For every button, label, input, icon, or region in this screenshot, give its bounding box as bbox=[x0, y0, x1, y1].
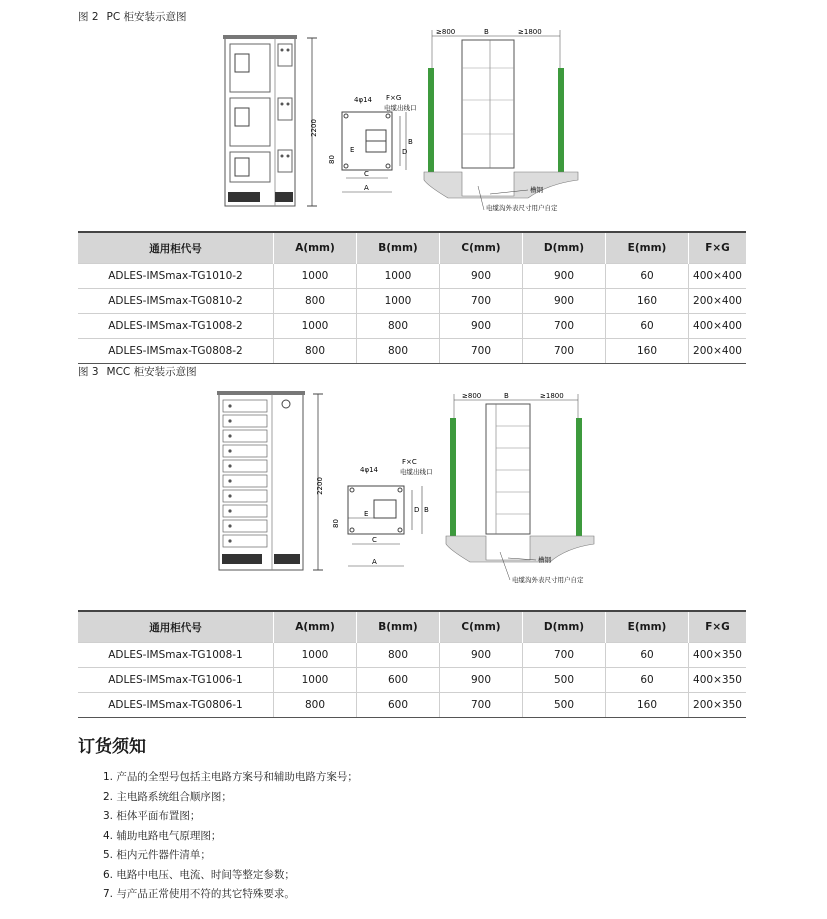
pc-fg-label: F×G bbox=[386, 94, 402, 102]
table-row bbox=[78, 668, 746, 693]
col-c-header: C(mm) bbox=[440, 611, 523, 643]
col-fg-header: F×G bbox=[689, 232, 747, 264]
cell-d: 500 bbox=[523, 668, 606, 693]
table-row bbox=[78, 289, 746, 314]
list-item: 4. 辅助电路电气原理图； bbox=[103, 829, 222, 842]
cell-d: 900 bbox=[523, 289, 606, 314]
pc-trench-label: 电缆沟外表尺寸用户自定 bbox=[486, 204, 558, 212]
mcc-fg-label: F×C bbox=[402, 458, 417, 466]
cell-a: 800 bbox=[274, 693, 357, 718]
table-row bbox=[78, 643, 746, 668]
pc-80-label: 80 bbox=[328, 155, 336, 164]
mcc-a-label: A bbox=[372, 558, 377, 566]
mcc-channel-label: 槽钢 bbox=[538, 556, 551, 564]
cell-e: 160 bbox=[606, 693, 689, 718]
cell-c: 900 bbox=[440, 643, 523, 668]
mcc-cabinet-front-view bbox=[214, 386, 334, 578]
cell-b: 1000 bbox=[357, 289, 440, 314]
pc-width-b-label: B bbox=[484, 28, 489, 36]
cell-d: 500 bbox=[523, 693, 606, 718]
list-item: 7. 与产品正常使用不符的其它特殊要求。 bbox=[103, 888, 295, 900]
ordering-notes-title: 订货须知 bbox=[78, 737, 146, 757]
cell-fg: 400×400 bbox=[689, 264, 747, 289]
cell-fg: 200×400 bbox=[689, 289, 747, 314]
cell-d: 700 bbox=[523, 314, 606, 339]
figure-3-title: MCC 柜安装示意图 bbox=[106, 366, 197, 378]
cell-b: 600 bbox=[357, 668, 440, 693]
col-b-header: B(mm) bbox=[357, 611, 440, 643]
col-d-header: D(mm) bbox=[523, 232, 606, 264]
cell-e: 160 bbox=[606, 339, 689, 364]
list-item: 6. 电路中电压、电流、时间等整定参数； bbox=[103, 868, 295, 881]
pc-channel-label: 槽钢 bbox=[530, 186, 543, 194]
pc-holes-label: 4φ14 bbox=[354, 96, 372, 104]
cell-code: ADLES-IMSmax-TG1008-1 bbox=[78, 643, 274, 668]
table-header-row bbox=[78, 232, 746, 264]
cell-c: 700 bbox=[440, 339, 523, 364]
mcc-base-plan bbox=[330, 456, 438, 572]
cell-code: ADLES-IMSmax-TG1006-1 bbox=[78, 668, 274, 693]
pc-height-label: 2200 bbox=[310, 119, 318, 137]
list-item: 3. 柜体平面布置图； bbox=[103, 810, 201, 822]
pc-c-label: C bbox=[364, 170, 369, 178]
mcc-front-clearance-label: ≥800 bbox=[462, 392, 482, 400]
cell-a: 1000 bbox=[274, 314, 357, 339]
col-code-header: 通用柜代号 bbox=[78, 232, 274, 264]
mcc-height-label: 2200 bbox=[316, 477, 324, 495]
cell-c: 900 bbox=[440, 264, 523, 289]
col-e-header: E(mm) bbox=[606, 611, 689, 643]
col-a-header: A(mm) bbox=[274, 611, 357, 643]
cell-fg: 400×350 bbox=[689, 643, 747, 668]
cell-c: 900 bbox=[440, 314, 523, 339]
mcc-80-label: 80 bbox=[332, 519, 340, 528]
mcc-holes-label: 4φ14 bbox=[360, 466, 378, 474]
cell-fg: 400×400 bbox=[689, 314, 747, 339]
cell-e: 60 bbox=[606, 668, 689, 693]
cell-a: 1000 bbox=[274, 643, 357, 668]
mcc-e-label: E bbox=[364, 510, 369, 518]
pc-cable-outlet-label: 电缆出线口 bbox=[384, 104, 417, 112]
pc-spec-table bbox=[78, 231, 746, 364]
cell-b: 600 bbox=[357, 693, 440, 718]
cell-e: 60 bbox=[606, 314, 689, 339]
mcc-d-label: D bbox=[414, 506, 420, 514]
cell-fg: 400×350 bbox=[689, 668, 747, 693]
pc-b-label: B bbox=[408, 138, 413, 146]
cell-e: 160 bbox=[606, 289, 689, 314]
ordering-notes-list bbox=[103, 768, 358, 905]
cell-c: 700 bbox=[440, 693, 523, 718]
figure-2-title: PC 柜安装示意图 bbox=[106, 11, 187, 23]
col-a-header: A(mm) bbox=[274, 232, 357, 264]
mcc-cable-outlet-label: 电缆出线口 bbox=[400, 468, 433, 476]
cell-c: 700 bbox=[440, 289, 523, 314]
pc-e-label: E bbox=[350, 146, 355, 154]
mcc-installation-side-view bbox=[440, 390, 610, 590]
table-row bbox=[78, 264, 746, 289]
pc-installation-side-view bbox=[418, 26, 608, 216]
mcc-width-b-label: B bbox=[504, 392, 509, 400]
table-row bbox=[78, 339, 746, 364]
cell-d: 700 bbox=[523, 643, 606, 668]
table-row bbox=[78, 693, 746, 718]
table-row bbox=[78, 314, 746, 339]
pc-base-plan bbox=[328, 92, 420, 202]
col-e-header: E(mm) bbox=[606, 232, 689, 264]
col-fg-header: F×G bbox=[689, 611, 747, 643]
cell-fg: 200×350 bbox=[689, 693, 747, 718]
table-header-row bbox=[78, 611, 746, 643]
col-b-header: B(mm) bbox=[357, 232, 440, 264]
cell-fg: 200×400 bbox=[689, 339, 747, 364]
cell-a: 800 bbox=[274, 339, 357, 364]
cell-code: ADLES-IMSmax-TG0806-1 bbox=[78, 693, 274, 718]
cell-code: ADLES-IMSmax-TG1008-2 bbox=[78, 314, 274, 339]
pc-front-clearance-label: ≥800 bbox=[436, 28, 456, 36]
cell-e: 60 bbox=[606, 264, 689, 289]
cell-d: 700 bbox=[523, 339, 606, 364]
col-d-header: D(mm) bbox=[523, 611, 606, 643]
figure-2-caption bbox=[78, 9, 187, 24]
cell-code: ADLES-IMSmax-TG0810-2 bbox=[78, 289, 274, 314]
pc-d-label: D bbox=[402, 148, 408, 156]
mcc-b-label: B bbox=[424, 506, 429, 514]
cell-code: ADLES-IMSmax-TG0808-2 bbox=[78, 339, 274, 364]
cell-d: 900 bbox=[523, 264, 606, 289]
col-code-header: 通用柜代号 bbox=[78, 611, 274, 643]
pc-a-label: A bbox=[364, 184, 369, 192]
mcc-trench-label: 电缆沟外表尺寸用户自定 bbox=[512, 576, 584, 584]
list-item: 5. 柜内元件器件清单； bbox=[103, 849, 211, 861]
cell-code: ADLES-IMSmax-TG1010-2 bbox=[78, 264, 274, 289]
cell-a: 800 bbox=[274, 289, 357, 314]
cell-b: 800 bbox=[357, 314, 440, 339]
list-item: 1. 产品的全型号包括主电路方案号和辅助电路方案号； bbox=[103, 771, 358, 783]
cell-b: 800 bbox=[357, 643, 440, 668]
cell-b: 1000 bbox=[357, 264, 440, 289]
figure-3-number: 图 3 bbox=[78, 366, 99, 378]
mcc-c-label: C bbox=[372, 536, 377, 544]
mcc-back-clearance-label: ≥1800 bbox=[540, 392, 564, 400]
pc-back-clearance-label: ≥1800 bbox=[518, 28, 542, 36]
figure-2-number: 图 2 bbox=[78, 11, 99, 23]
cell-e: 60 bbox=[606, 643, 689, 668]
cell-a: 1000 bbox=[274, 264, 357, 289]
col-c-header: C(mm) bbox=[440, 232, 523, 264]
cell-c: 900 bbox=[440, 668, 523, 693]
pc-cabinet-front-view bbox=[220, 30, 330, 216]
mcc-spec-table bbox=[78, 610, 746, 718]
cell-a: 1000 bbox=[274, 668, 357, 693]
list-item: 2. 主电路系统组合顺序图； bbox=[103, 790, 232, 803]
figure-3-caption bbox=[78, 364, 197, 379]
cell-b: 800 bbox=[357, 339, 440, 364]
